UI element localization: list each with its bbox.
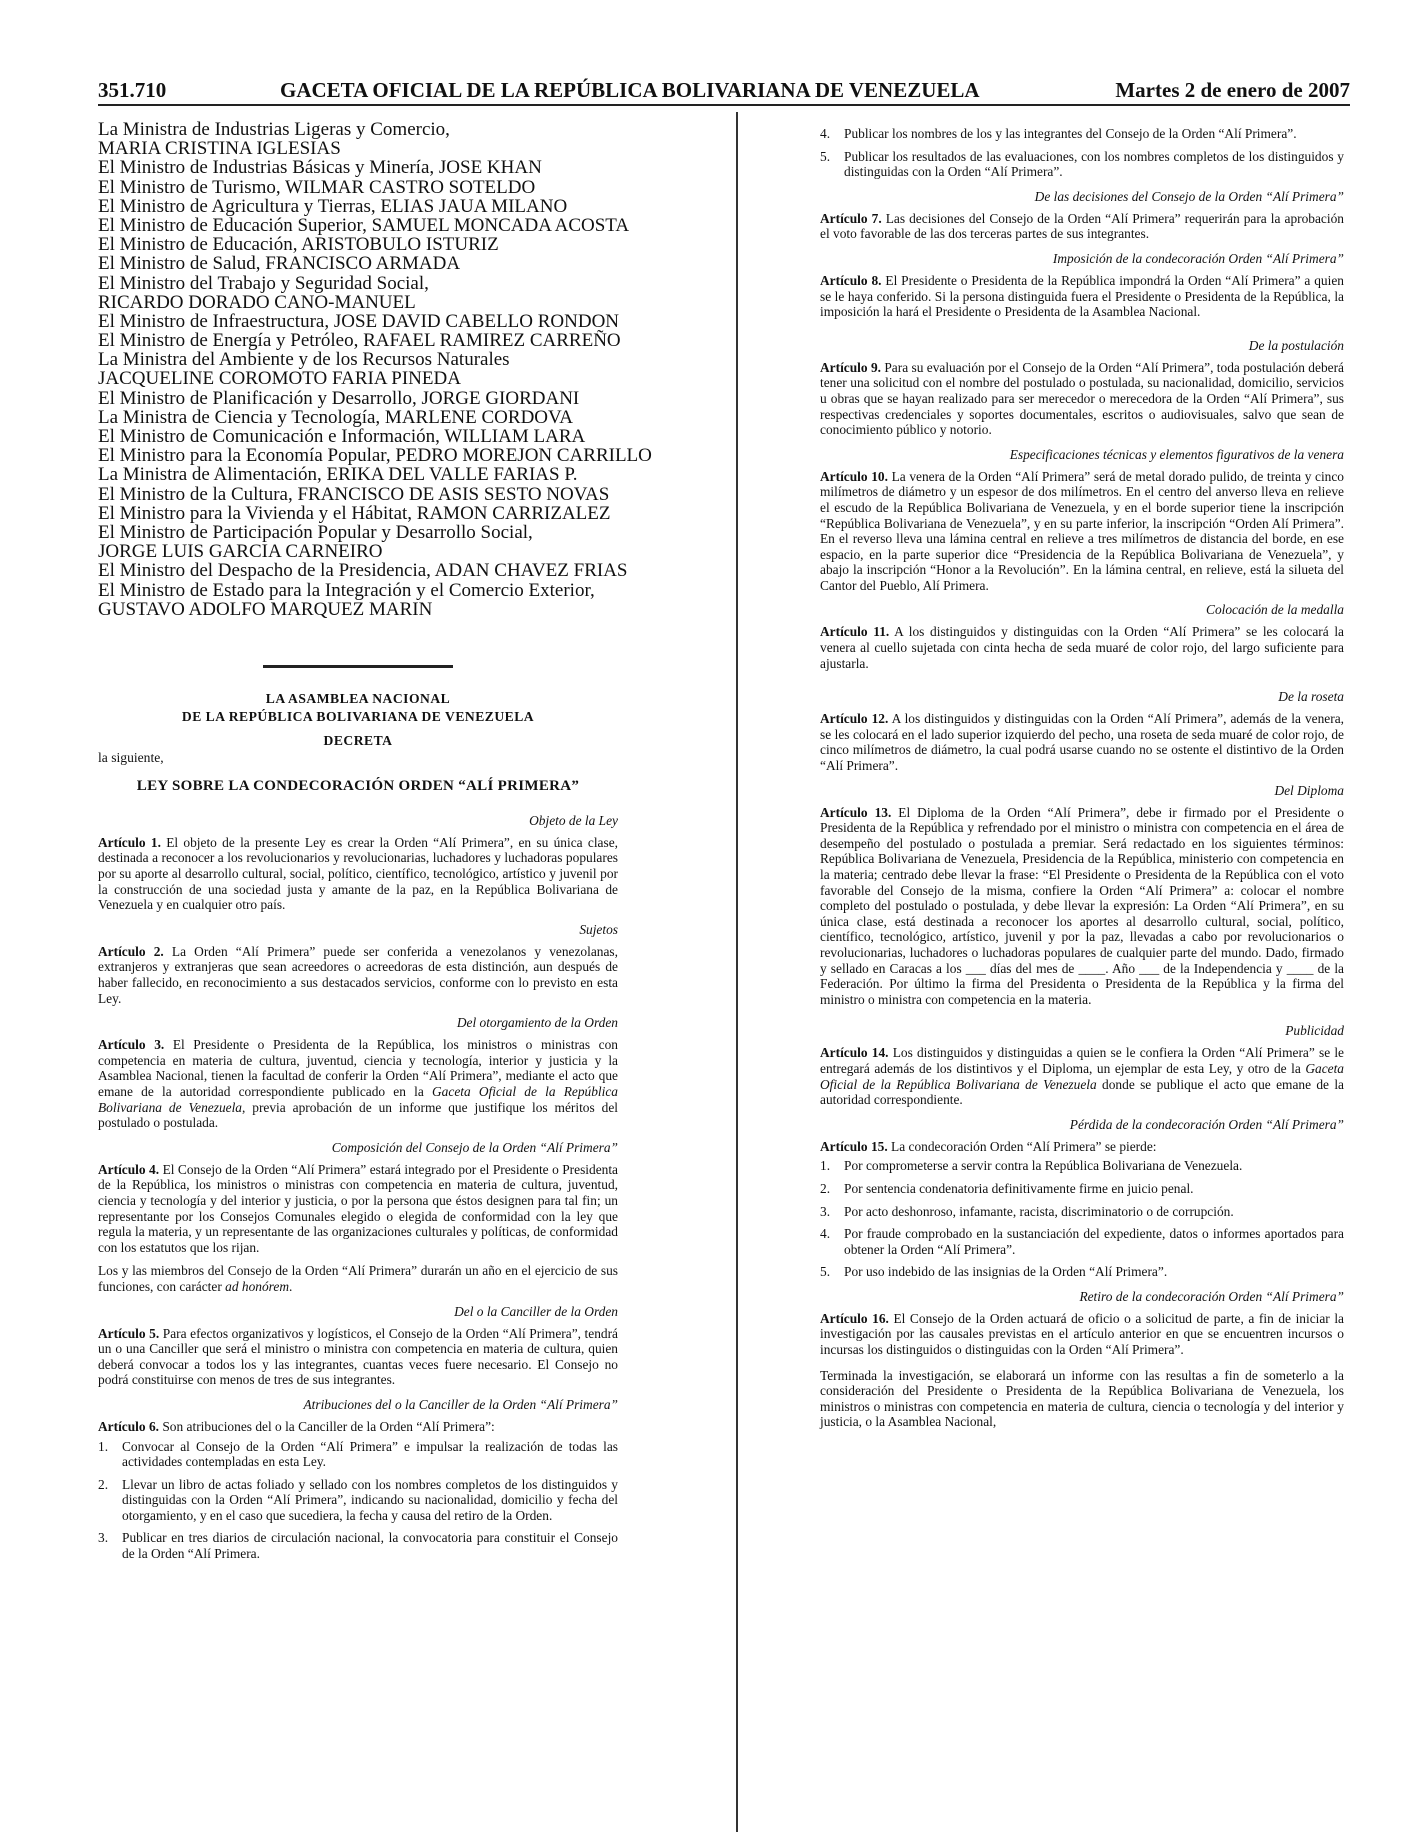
article-label: Artículo 2. <box>98 943 164 959</box>
item-text: Publicar en tres diarios de circulación nacional, la convocatoria para constituir el Consejo de la Orden “Alí Primera. <box>122 1530 618 1562</box>
article-label: Artículo 3. <box>98 1037 165 1053</box>
article-4-paragraph <box>98 1263 618 1294</box>
article-text: El Presidente o Presidenta de la República impondrá la Orden “Alí Primera” a quien se le haya conferido. Si la persona distinguida fuera el Presidente o Presidenta de la República, la imposición la hará el Presidente o Presidenta de la Asamblea Nacional. <box>820 272 1344 320</box>
article-1 <box>98 835 618 913</box>
article-text: El Consejo de la Orden “Alí Primera” estará integrado por el Presidente o Presidenta de la República, los ministros o ministras con competencia en materia de cultura, juventud, ciencia y tecnología y del interior y justicia, o por la persona que éstos designen para tal fin; un representante por los Consejos Comunales elegido o elegida de conformidad con la ley que regula la materia, y un representante de las organizaciones culturales y políticas, de conformidad con los estatutos que los rijan. <box>98 1161 618 1255</box>
article-text: El objeto de la presente Ley es crear la Orden “Alí Primera”, en su única clase, destinada a reconocer a los revolucionarios y revolucionarias, luchadores y luchadoras populares por su aporte al desarrollo cultural, social, político, científico, tecnológico, artístico y juvenil por la construcción de una sociedad justa y amante de la paz, en la República Bolivariana de Venezuela y en cualquier otro país. <box>98 834 618 913</box>
article-text: Para su evaluación por el Consejo de la Orden “Alí Primera”, toda postulación deberá tener una solicitud con el nombre del postulado o postulada, su nacionalidad, domicilio, servicios u obras que se hayan realizado para ser merecedor o merecedora de la Orden “Alí Primera”, sus respectivas credenciales y soportes documentales, escritos o audiovisuales, salvo que sean de conocimiento público y notorio. <box>820 359 1344 438</box>
item-number: 2. <box>98 1476 109 1492</box>
item-number: 3. <box>98 1530 109 1546</box>
section-heading: Composición del Consejo de la Orden “Alí Primera” <box>331 1139 618 1155</box>
minister-line: JACQUELINE COROMOTO FARIA PINEDA <box>98 368 461 390</box>
list-item <box>98 1439 618 1470</box>
ministers-list <box>98 119 652 620</box>
article-label: Artículo 8. <box>820 272 882 288</box>
article-label: Artículo 9. <box>820 359 881 375</box>
latin-term: ad honórem <box>225 1278 289 1294</box>
minister-line: El Ministro del Trabajo y Seguridad Social, <box>98 272 429 294</box>
minister-line: El Ministro de Participación Popular y Desarrollo Social, <box>98 521 533 543</box>
item-text: Por sentencia condenatoria definitivamente firme en juicio penal. <box>844 1180 1194 1196</box>
article-label: Artículo 13. <box>820 804 892 820</box>
article-12 <box>820 711 1344 773</box>
article-16 <box>820 1311 1344 1358</box>
column-rule <box>736 112 738 1832</box>
minister-line: El Ministro del Despacho de la Presidencia, ADAN CHAVEZ FRIAS <box>98 560 628 582</box>
article-label: Artículo 5. <box>98 1325 160 1341</box>
article-6 <box>98 1419 618 1435</box>
section-heading: Pérdida de la condecoración Orden “Alí Primera” <box>1069 1116 1344 1132</box>
article-8 <box>820 273 1344 320</box>
section-heading: Del otorgamiento de la Orden <box>456 1015 618 1031</box>
article-label: Artículo 11. <box>820 624 890 640</box>
minister-line: MARIA CRISTINA IGLESIAS <box>98 138 341 160</box>
article-3 <box>98 1037 618 1131</box>
article-text: La Orden “Alí Primera” puede ser conferida a venezolanos y venezolanas, extranjeros y extranjeras que sean acreedores o acreedoras de esta distinción, aun después de haber fallecido, en reconocimiento a sus destacados servicios, conforme con lo previsto en esta Ley. <box>98 943 618 1006</box>
item-text: Publicar los nombres de los y las integrantes del Consejo de la Orden “Alí Primera”. <box>844 126 1297 141</box>
list-item <box>820 149 1344 180</box>
section-heading: De la postulación <box>1248 337 1344 353</box>
minister-line: La Ministra del Ambiente y de los Recursos Naturales <box>98 349 510 371</box>
decree-issuer-line1: LA ASAMBLEA NACIONAL <box>265 690 451 706</box>
article-6-list-continued <box>820 126 1344 180</box>
item-text: Por uso indebido de las insignias de la Orden “Alí Primera”. <box>844 1264 1168 1280</box>
section-heading: Retiro de la condecoración Orden “Alí Primera” <box>1079 1288 1344 1304</box>
item-text: Por fraude comprobado en la sustanciación del expediente, datos o informes aportados para obtener la Orden “Alí Primera”. <box>844 1226 1344 1257</box>
article-10 <box>820 469 1344 594</box>
article-text: . <box>289 1278 293 1294</box>
section-heading: Del o la Canciller de la Orden <box>454 1303 618 1319</box>
article-text: La condecoración Orden “Alí Primera” se pierde: <box>887 1138 1157 1154</box>
item-number: 4. <box>820 126 831 141</box>
article-text: Las decisiones del Consejo de la Orden “Alí Primera” requerirán para la aprobación el voto favorable de las dos terceras partes de sus integrantes. <box>820 210 1344 242</box>
article-14 <box>820 1045 1344 1107</box>
article-16-paragraph: Terminada la investigación, se elaborará un informe con las resultas a fin de someterlo a la consideración del Presidente o Presidenta de la República Bolivariana de Venezuela, los ministros o ministras con competencia en materia de cultura, ciencia o tecnología y del interior y justicia, o la Asamblea Nacional, <box>820 1367 1344 1430</box>
article-label: Artículo 6. <box>98 1418 159 1434</box>
page-header <box>98 78 1350 104</box>
article-text: Los y las miembros del Consejo de la Orden “Alí Primera” durarán un año en el ejercicio de sus funciones, con carácter <box>98 1263 618 1294</box>
article-15 <box>820 1139 1344 1155</box>
item-number: 1. <box>98 1438 109 1454</box>
list-item <box>820 126 1344 142</box>
minister-line: El Ministro de Educación, ARISTOBULO ISTURIZ <box>98 234 499 256</box>
section-heading: Sujetos <box>579 921 618 937</box>
item-text: Por comprometerse a servir contra la República Bolivariana de Venezuela. <box>844 1158 1243 1174</box>
article-2 <box>98 944 618 1006</box>
list-item <box>98 1530 618 1561</box>
article-text: A los distinguidos y distinguidas con la Orden “Alí Primera”, además de la venera, se les colocará en el lado superior izquierdo del pecho, una roseta de seda muaré de color rojo, de cinco milímetros de diámetro, la cual podrá usarse cuando no se ostente el distintivo de la Orden “Alí Primera”. <box>820 711 1344 774</box>
list-item <box>820 1226 1344 1257</box>
section-heading: De la roseta <box>1278 689 1344 705</box>
minister-line: El Ministro de Salud, FRANCISCO ARMADA <box>98 253 461 275</box>
article-text: El Consejo de la Orden actuará de oficio o a solicitud de parte, a fin de iniciar la investigación por las causales previstas en el artículo anterior en que se encuentren incursos o incursas los distinguidos o distinguidas con la Orden “Alí Primera”. <box>820 1310 1344 1358</box>
minister-line: El Ministro de Estado para la Integración y el Comercio Exterior, <box>98 579 595 601</box>
list-item <box>820 1158 1344 1174</box>
decree-intro: la siguiente, <box>98 749 164 765</box>
minister-line: El Ministro de Comunicación e Información, WILLIAM LARA <box>98 426 586 447</box>
article-6-list <box>98 1439 618 1562</box>
section-heading: Especificaciones técnicas y elementos figurativos de la venera <box>1009 446 1344 462</box>
article-4 <box>98 1162 618 1256</box>
gazette-title: GACETA OFICIAL DE LA REPÚBLICA BOLIVARIANA DE VENEZUELA <box>280 78 980 102</box>
item-text: Convocar al Consejo de la Orden “Alí Primera” e impulsar la realización de todas las actividades contempladas en esta Ley. <box>122 1438 618 1470</box>
article-text: El Presidente o Presidenta de la República, los ministros o ministras con competencia en materia de cultura, juventud, ciencia y tecnología, interior y justicia y la Asamblea Nacional, tienen la facultad de conferir la Orden “Alí Primera”, mediante el acto que emane de la autoridad correspondiente publicado en la <box>98 1037 618 1099</box>
item-number: 2. <box>820 1180 831 1196</box>
article-text: El Diploma de la Orden “Alí Primera”, debe ir firmado por el Presidente o Presidenta de la República y refrendado por el ministro o ministra con competencia en el área de desempeño del postulado o postulada a premiar. Será redactado en los siguientes términos: República Bolivariana de Venezuela, Presidencia de la República, ministerio con competencia en la materia; centrado debe llevar la frase: “El Presidente o Presidenta de la República con el voto favorable del Consejo de la misma, confiere la Orden “Alí Primera” a: colocar el nombre completo del postulado o postulada, y debe llevar la expresión: La Orden “Alí Primera”, en su única clase, está destinada a reconocer los aportes al desarrollo cultural, social, político, científico, tecnológico, artístico, juvenil y por la paz, llevadas a cabo por revolucionarios o revolucionarias, luchadores o luchadoras populares de cualquier parte del mundo. Dado, firmado y sellado en Caracas a los ___ días del mes de ____. Año ___ de la Independencia y ____ de la Federación. Por último la firma del Presidenta o Presidenta de la República y la firma del ministro o ministra con competencia en la materia. <box>820 804 1344 1007</box>
article-label: Artículo 15. <box>820 1138 888 1154</box>
minister-line: El Ministro de Turismo, WILMAR CASTRO SOTELDO <box>98 176 536 198</box>
item-number: 4. <box>820 1226 831 1242</box>
article-9 <box>820 360 1344 438</box>
minister-line: El Ministro de Agricultura y Tierras, ELIAS JAUA MILANO <box>98 195 568 217</box>
page-number: 351.710 <box>98 78 167 102</box>
article-label: Artículo 16. <box>820 1310 889 1326</box>
minister-line: El Ministro de Industrias Básicas y Minería, JOSE KHAN <box>98 157 542 179</box>
article-text: La venera de la Orden “Alí Primera” será de metal dorado pulido, de treinta y cinco milímetros de diámetro y un espesor de dos milímetros. En el centro del anverso lleva en relieve el escudo de la República Bolivariana de Venezuela, y en el borde superior tiene la inscripción “República Bolivariana de Venezuela”, y en su parte inferior, la inscripción “Orden Alí Primera”. En el reverso lleva una lámina central en relieve a tres milímetros de distancia del borde, en ese espacio, en la parte superior dice “Presidencia de la República Bolivariana de Venezuela”, y abajo la inscripción “Honor a la Revolución”. En la lámina central, en relieve, está la silueta del Cantor del Pueblo, Alí Primera. <box>820 468 1345 593</box>
minister-line: El Ministro de Educación Superior, SAMUEL MONCADA ACOSTA <box>98 214 630 236</box>
minister-line: GUSTAVO ADOLFO MARQUEZ MARIN <box>98 598 433 620</box>
article-text: Son atribuciones del o la Canciller de la Orden “Alí Primera”: <box>159 1418 495 1434</box>
issue-date: Martes 2 de enero de 2007 <box>1115 78 1350 102</box>
list-item <box>98 1477 618 1524</box>
article-label: Artículo 7. <box>820 210 882 226</box>
item-number: 5. <box>820 148 831 164</box>
minister-line: JORGE LUIS GARCIA CARNEIRO <box>98 541 383 563</box>
article-text: Los distinguidos y distinguidas a quien se le confiera la Orden “Alí Primera” se le entregará además de los distintivos y el Diploma, un ejemplar de esta Ley, y otro de la <box>820 1045 1344 1076</box>
article-text: , previa aprobación de un informe que justifique los méritos del postulado o postulada. <box>98 1099 618 1131</box>
minister-line: El Ministro para la Economía Popular, PEDRO MOREJON CARRILLO <box>98 445 652 467</box>
minister-line: El Ministro de Infraestructura, JOSE DAVID CABELLO RONDON <box>98 310 620 332</box>
item-number: 3. <box>820 1203 831 1219</box>
article-text: A los distinguidos y distinguidas con la Orden “Alí Primera” se les colocará la venera al cuello sujetada con cinta hecha de seda muaré de color rojo, del largo suficiente para ajustarla. <box>820 624 1345 671</box>
list-item <box>820 1264 1344 1280</box>
section-heading: Atribuciones del o la Canciller de la Orden “Alí Primera” <box>303 1396 618 1412</box>
section-heading: Objeto de la Ley <box>529 812 618 828</box>
article-label: Artículo 4. <box>98 1161 160 1177</box>
section-divider <box>263 665 453 668</box>
article-5 <box>98 1326 618 1388</box>
decree-issuer-line2: DE LA REPÚBLICA BOLIVARIANA DE VENEZUELA <box>181 708 535 724</box>
law-title: LEY SOBRE LA CONDECORACIÓN ORDEN “ALÍ PRIMERA” <box>136 777 580 794</box>
section-heading: Del Diploma <box>1274 782 1344 798</box>
list-item <box>820 1204 1344 1220</box>
minister-line: RICARDO DORADO CANO-MANUEL <box>98 291 416 313</box>
minister-line: La Ministra de Industrias Ligeras y Comercio, <box>98 119 450 140</box>
header-rule <box>98 104 1350 106</box>
item-number: 1. <box>820 1158 831 1174</box>
decreta-heading: DECRETA <box>323 732 393 748</box>
minister-line: El Ministro de Planificación y Desarrollo, JORGE GIORDANI <box>98 387 580 409</box>
article-label: Artículo 1. <box>98 834 161 850</box>
article-13 <box>820 805 1344 1008</box>
article-label: Artículo 12. <box>820 711 889 727</box>
article-label: Artículo 14. <box>820 1045 889 1061</box>
item-number: 5. <box>820 1264 831 1280</box>
minister-line: El Ministro de la Cultura, FRANCISCO DE ASIS SESTO NOVAS <box>98 483 610 505</box>
article-text: donde se publique el acto que emane de la autoridad correspondiente. <box>820 1076 1344 1108</box>
list-item <box>820 1181 1344 1197</box>
minister-line: El Ministro para la Vivienda y el Hábitat, RAMON CARRIZALEZ <box>98 502 611 524</box>
minister-line: La Ministra de Ciencia y Tecnología, MARLENE CORDOVA <box>98 406 574 428</box>
article-label: Artículo 10. <box>820 468 888 484</box>
minister-line: El Ministro de Energía y Petróleo, RAFAEL RAMIREZ CARREÑO <box>98 330 621 352</box>
article-text: Para efectos organizativos y logísticos, el Consejo de la Orden “Alí Primera”, tendrá un o una Canciller que será el ministro o ministra con competencia en materia de cultura, quien deberá convocar a todos los y las integrantes, cuantas veces fuere necesario. El Consejo no podrá constituirse con menos de tres de sus integrantes. <box>98 1325 619 1388</box>
gazette-reference: Gaceta Oficial de la República Bolivariana de Venezuela <box>98 1084 619 1115</box>
left-column <box>98 119 652 1569</box>
minister-line: La Ministra de Alimentación, ERIKA DEL VALLE FARIAS P. <box>98 464 578 486</box>
article-7 <box>820 211 1344 242</box>
right-column <box>820 124 1344 1434</box>
section-heading: De las decisiones del Consejo de la Orden “Alí Primera” <box>1034 188 1344 204</box>
item-text: Publicar los resultados de las evaluaciones, con los nombres completos de los distinguidos y distinguidas con la Orden “Alí Primera”. <box>844 148 1344 180</box>
section-heading: Imposición de la condecoración Orden “Alí Primera” <box>1052 250 1344 266</box>
item-text: Por acto deshonroso, infamante, racista, discriminatorio o de corrupción. <box>844 1203 1234 1219</box>
item-text: Llevar un libro de actas foliado y sellado con los nombres completos de los distinguidos y distinguidas con la Orden “Alí Primera”, indicando su nacionalidad, domicilio y fecha del otorgamiento, y en el caso que sucediera, la fecha y causa del retiro de la Orden. <box>122 1476 618 1523</box>
article-15-list <box>820 1158 1344 1280</box>
article-11 <box>820 624 1344 671</box>
gazette-reference: Gaceta Oficial de la República Bolivariana de Venezuela <box>820 1060 1344 1092</box>
section-heading: Colocación de la medalla <box>1206 602 1344 618</box>
section-heading: Publicidad <box>1285 1023 1344 1039</box>
